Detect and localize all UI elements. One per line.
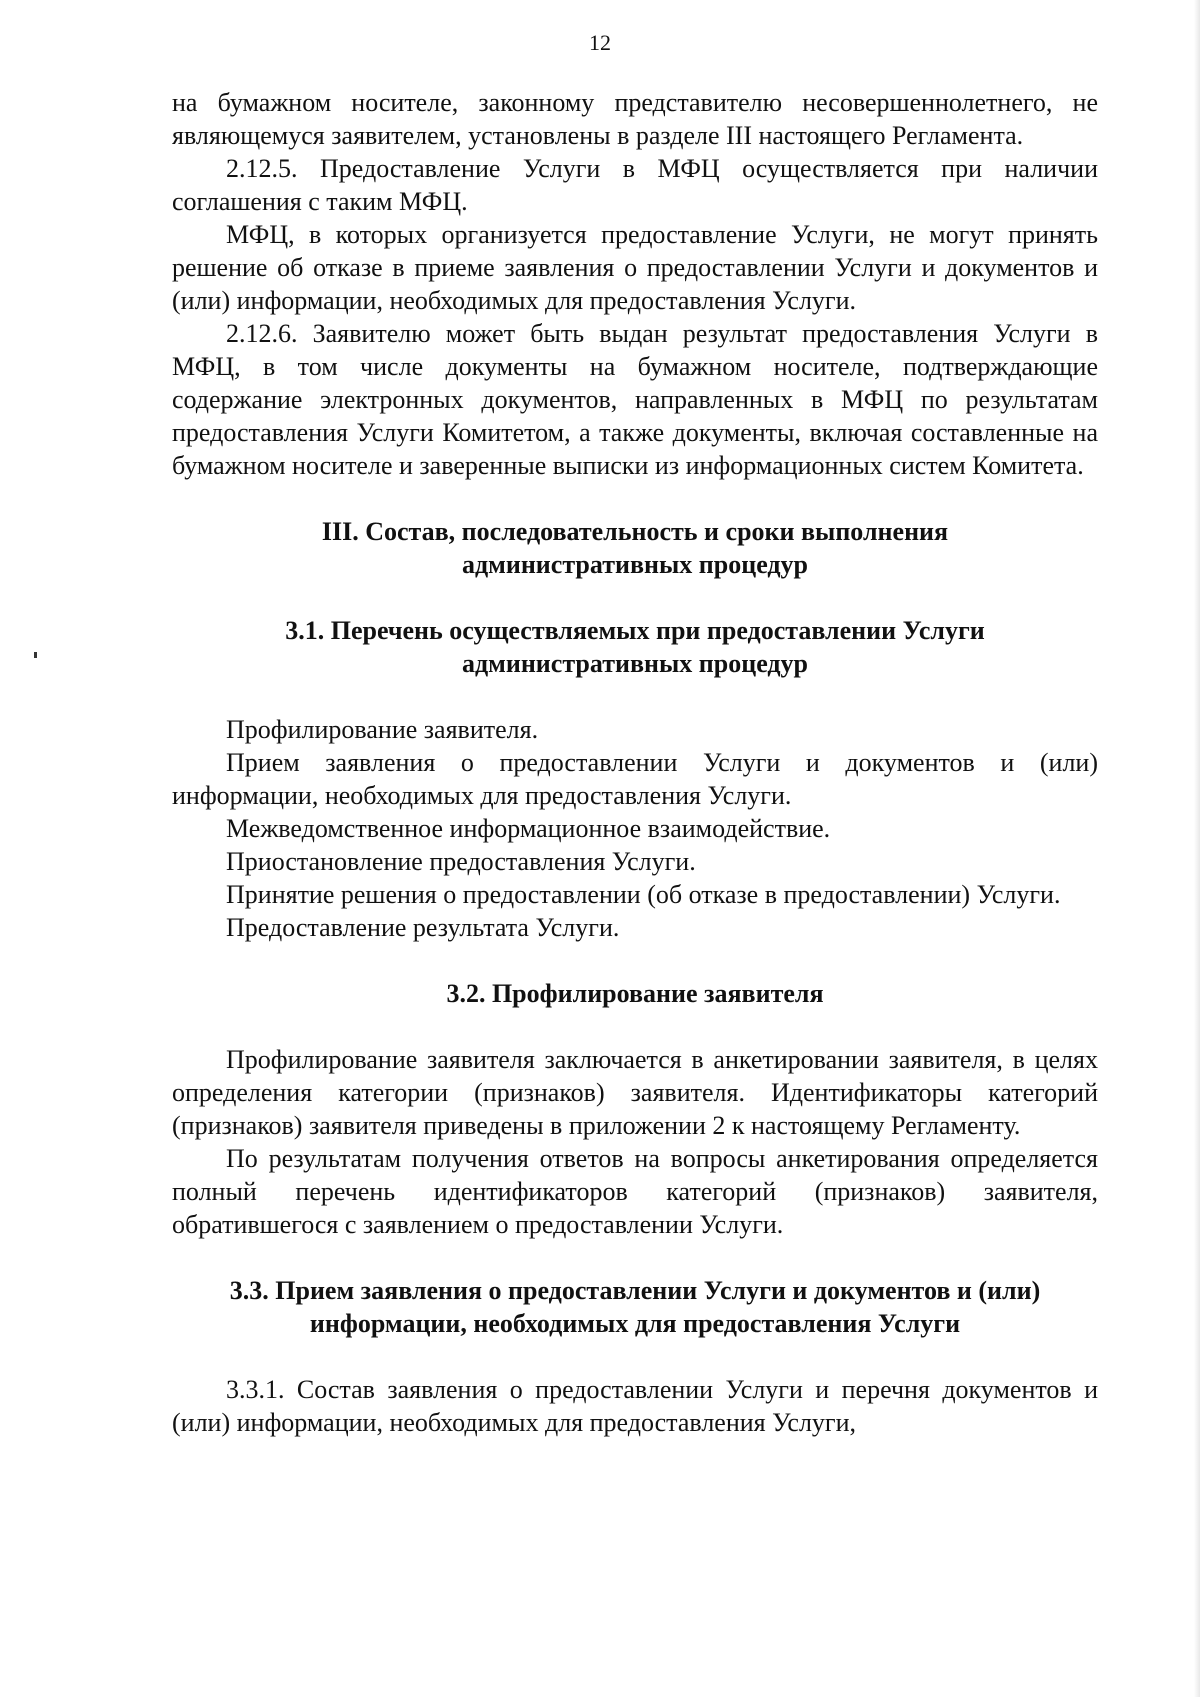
heading-line: информации, необходимых для предоставления Услуги	[309, 1309, 961, 1338]
paragraph: Предоставление результата Услуги.	[226, 913, 620, 942]
heading-line: административных процедур	[461, 649, 809, 678]
paragraph: Межведомственное информационное взаимодействие.	[226, 814, 831, 843]
paragraph: Профилирование заявителя заключается в анкетировании заявителя, в целях определения категории (признаков) заявителя. Идентификаторы категорий (признаков) заявителя приведены в приложении 2 к настоящему Регламенту.	[172, 1045, 1098, 1140]
paragraph: По результатам получения ответов на вопросы анкетирования определяется полный перечень идентификаторов категорий (признаков) заявителя, обратившегося с заявлением о предоставлении Услуги.	[172, 1144, 1098, 1239]
paragraph: 3.3.1. Состав заявления о предоставлении Услуги и перечня документов и (или) информации, необходимых для предоставления Услуги,	[172, 1375, 1098, 1437]
heading-line: III. Состав, последовательность и сроки выполнения	[321, 517, 949, 546]
section-heading	[172, 614, 1098, 680]
document-body	[172, 86, 1098, 1439]
paragraph: Приостановление предоставления Услуги.	[226, 847, 696, 876]
heading-line: административных процедур	[461, 550, 809, 579]
paragraph: на бумажном носителе, законному представителю несовершеннолетнего, не являющемуся заявителем, установлены в разделе III настоящего Регламента.	[172, 88, 1098, 150]
heading-line: 3.2. Профилирование заявителя	[446, 979, 824, 1008]
section-heading	[172, 515, 1098, 581]
paragraph: 2.12.6. Заявителю может быть выдан результат предоставления Услуги в МФЦ, в том числе документы на бумажном носителе, подтверждающие содержание электронных документов, направленных в МФЦ по результатам предоставления Услуги Комитетом, а также документы, включая составленные на бумажном носителе и заверенные выписки из информационных систем Комитета.	[172, 319, 1098, 480]
paragraph: МФЦ, в которых организуется предоставление Услуги, не могут принять решение об отказе в приеме заявления о предоставлении Услуги и документов и (или) информации, необходимых для предоставления Услуги.	[172, 220, 1098, 315]
paragraph: Прием заявления о предоставлении Услуги и документов и (или) информации, необходимых для предоставления Услуги.	[172, 748, 1098, 810]
scan-mark	[34, 652, 37, 658]
heading-line: 3.3. Прием заявления о предоставлении Услуги и документов и (или)	[229, 1276, 1041, 1305]
section-heading	[172, 977, 1098, 1010]
section-heading	[172, 1274, 1098, 1340]
paragraph: Профилирование заявителя.	[226, 715, 539, 744]
paragraph: Принятие решения о предоставлении (об отказе в предоставлении) Услуги.	[226, 880, 1061, 909]
scan-edge	[1194, 0, 1200, 1697]
paragraph: 2.12.5. Предоставление Услуги в МФЦ осуществляется при наличии соглашения с таким МФЦ.	[172, 154, 1098, 216]
page-number: 12	[589, 30, 611, 55]
heading-line: 3.1. Перечень осуществляемых при предоставлении Услуги	[285, 616, 985, 645]
